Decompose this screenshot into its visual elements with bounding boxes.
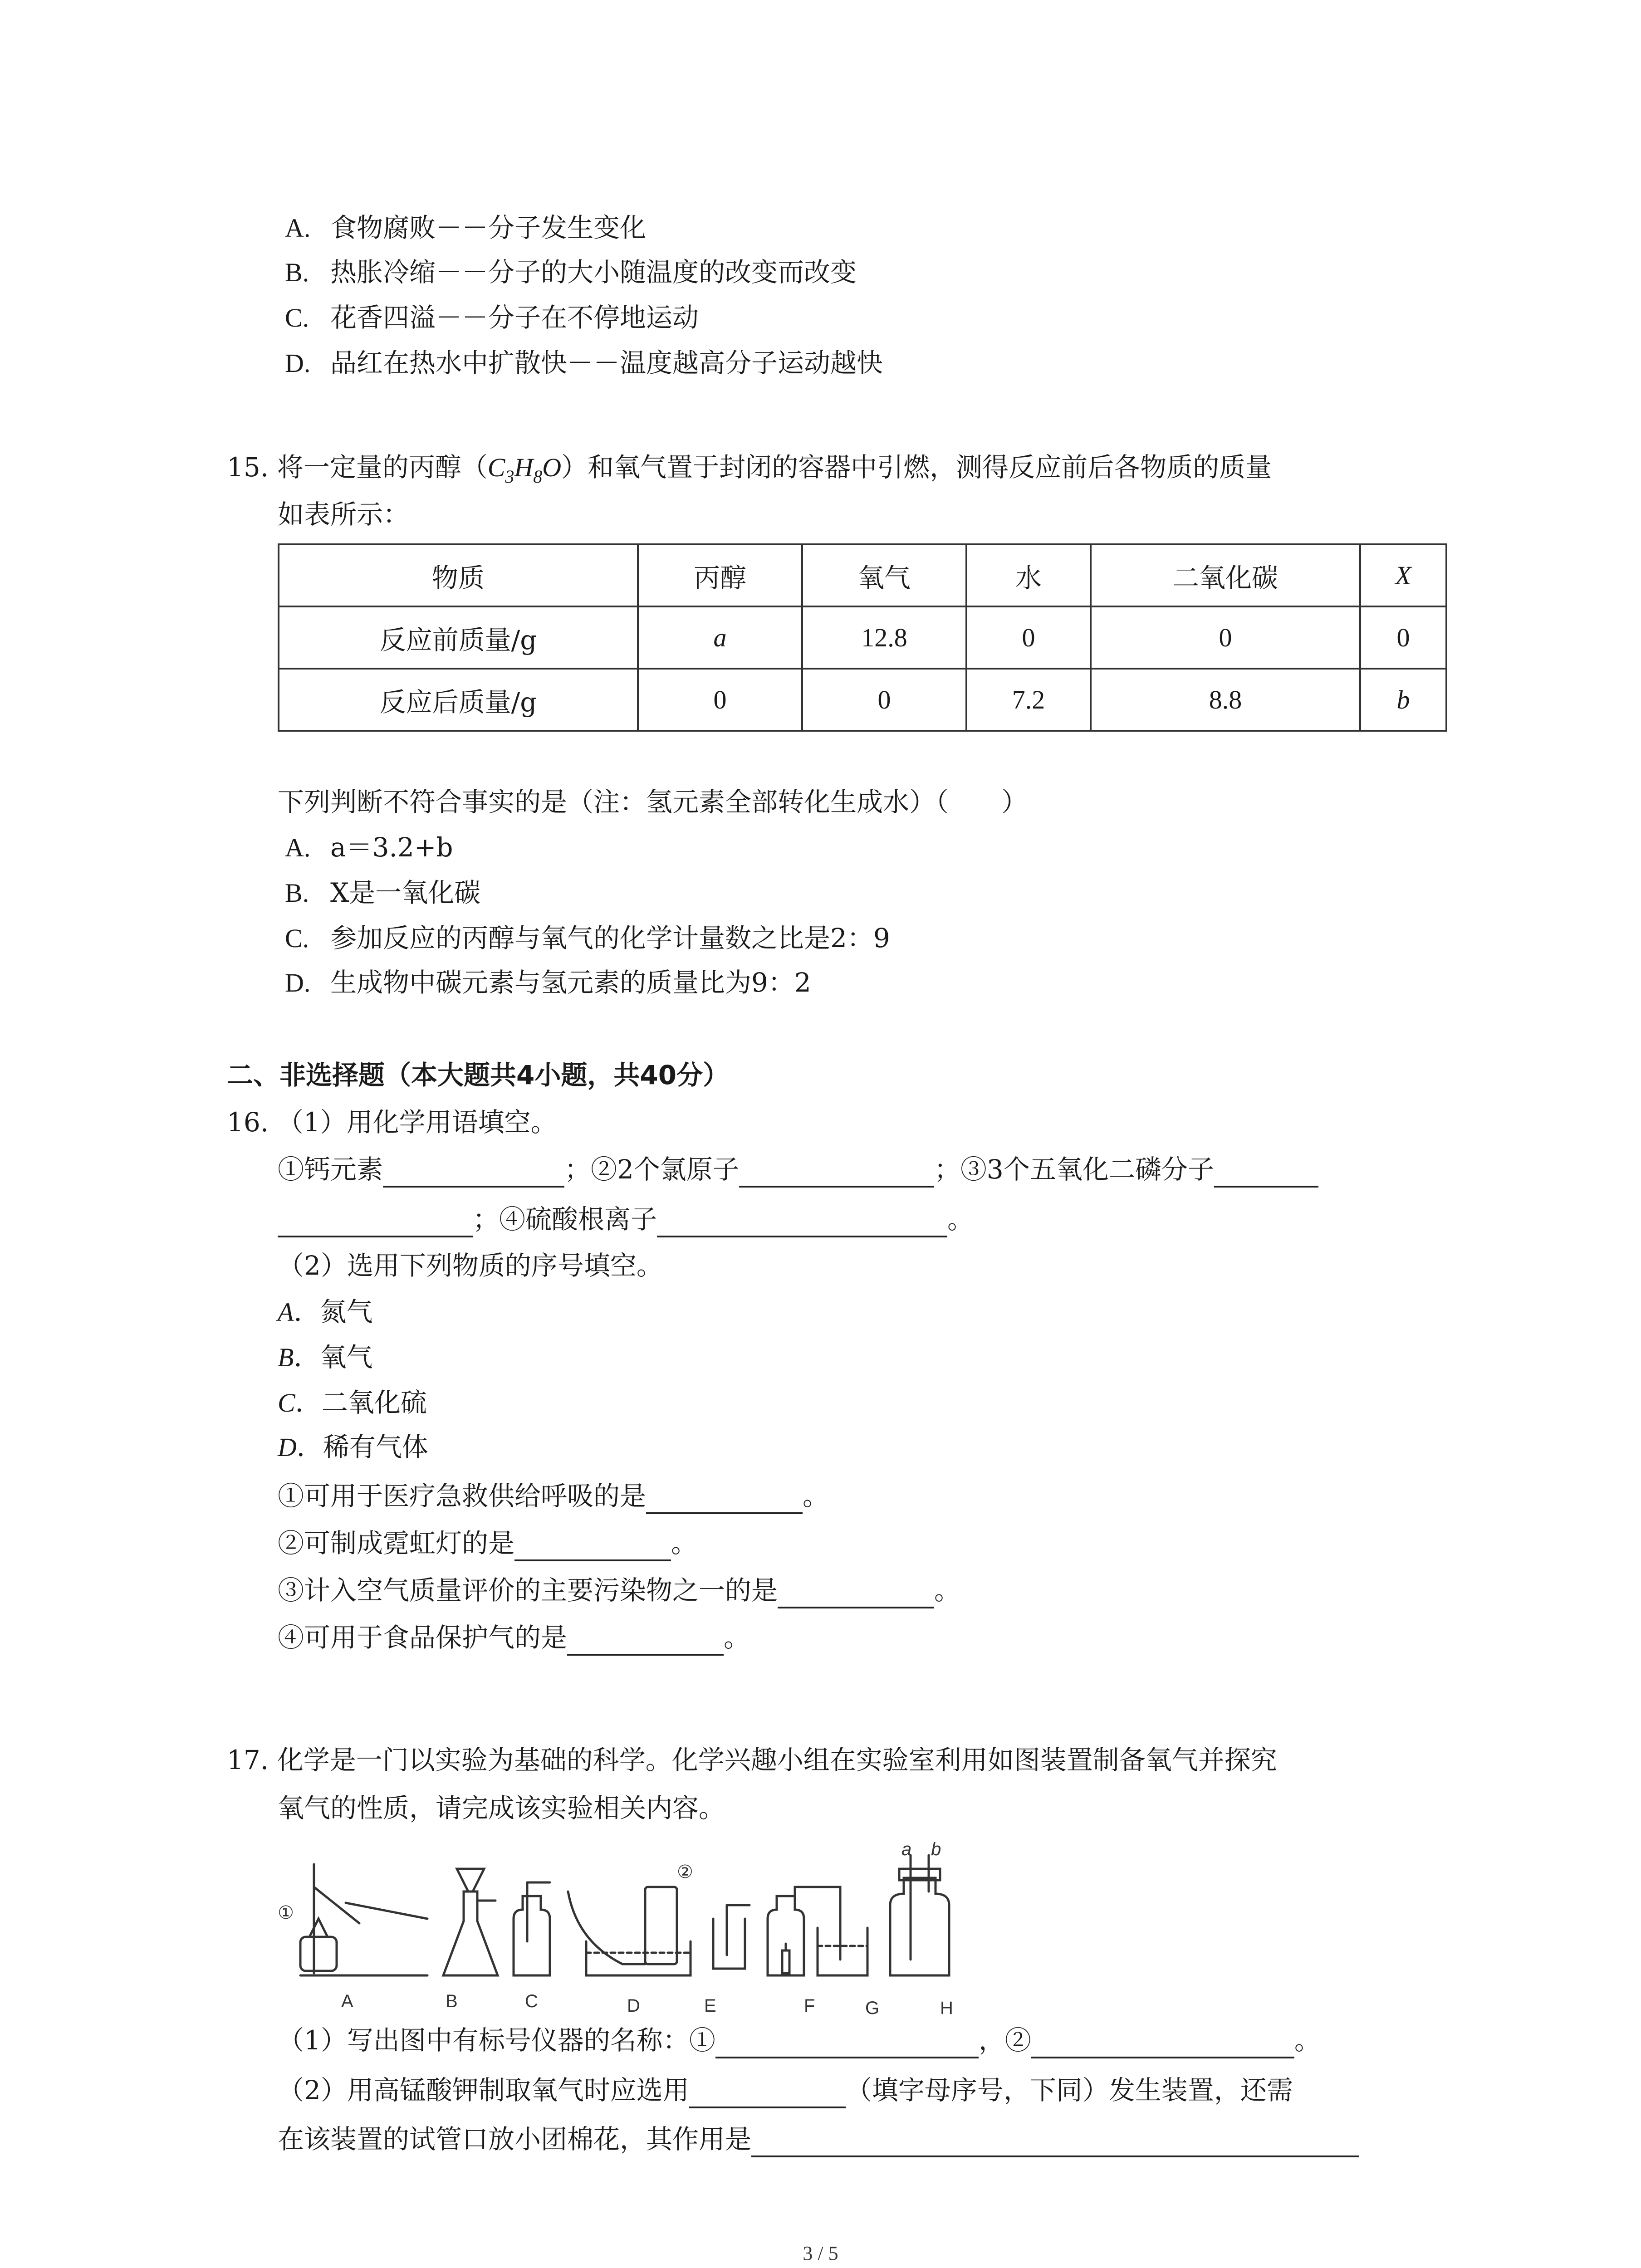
q16-fill-row1: ①钙元素 ；②2个氯原子 ；③3个五氧化二磷分子 (278, 1151, 1318, 1188)
answer-blank[interactable] (715, 2028, 979, 2058)
mass-table (278, 543, 1447, 732)
answer-blank[interactable] (1031, 2028, 1294, 2058)
q16-part1-title: 16. （1）用化学用语填空。 (227, 1107, 557, 1138)
q15-option-c: C. 参加反应的丙醇与氧气的化学计量数之比是2：9 (285, 923, 890, 953)
q15-question: 下列判断不符合事实的是（注：氢元素全部转化生成水）（ ） (278, 787, 1028, 817)
q14-option-a: A. 食物腐败－－分子发生变化 (285, 212, 647, 243)
q15-option-d: D. 生成物中碳元素与氢元素的质量比为9：2 (285, 967, 811, 998)
answer-blank[interactable] (778, 1579, 934, 1608)
q16-choice-b: B．氧气 (278, 1342, 373, 1373)
answer-blank[interactable] (689, 2078, 846, 2108)
q15-stem-line2: 如表所示： (278, 499, 410, 530)
q17-sub1: （1）写出图中有标号仪器的名称：① ，② 。 (278, 2022, 1321, 2058)
q16-use-4: ④可用于食品保护气的是 。 (278, 1619, 750, 1656)
answer-blank[interactable] (646, 1484, 803, 1514)
answer-blank[interactable] (514, 1531, 671, 1561)
answer-blank[interactable] (567, 1626, 724, 1656)
answer-blank[interactable] (278, 1207, 473, 1237)
q15-number: 15. (227, 452, 269, 483)
q15-option-b: B. X是一氧化碳 (285, 877, 481, 908)
q17-sub2: （2）用高锰酸钾制取氧气时应选用 （填字母序号，下同）发生装置，还需 (278, 2072, 1293, 2108)
label-a: a (901, 1839, 912, 1859)
label-E: E (704, 1996, 716, 2016)
q16-choice-c: C．二氧化硫 (278, 1387, 427, 1418)
label-circle-1: ① (278, 1903, 294, 1923)
q16-use-1: ①可用于医疗急救供给呼吸的是 。 (278, 1478, 829, 1514)
q16-use-3: ③计入空气质量评价的主要污染物之一的是 。 (278, 1572, 960, 1608)
label-A: A (341, 1991, 353, 2011)
label-B: B (446, 1991, 458, 2011)
table-row: 反应前质量/g a 12.8 0 0 0 (279, 606, 1446, 669)
q16-part2-title: （2）选用下列物质的序号填空。 (278, 1250, 663, 1281)
page-number: 3 / 5 (803, 2242, 838, 2264)
propanol-formula: $C_3H_8O$ (487, 453, 562, 487)
label-F: F (804, 1996, 815, 2016)
q16-choice-a: A．氮气 (278, 1296, 373, 1327)
q16-fill-row2: ；④硫酸根离子 。 (278, 1201, 974, 1237)
answer-blank[interactable] (657, 1207, 947, 1237)
label-circle-2: ② (677, 1862, 693, 1882)
answer-blank[interactable] (739, 1158, 934, 1188)
q15-option-a: A. a＝3.2+b (285, 832, 453, 863)
q17-number: 17. (227, 1745, 269, 1775)
q14-option-d: D. 品红在热水中扩散快－－温度越高分子运动越快 (285, 347, 883, 378)
q16-choice-d: D．稀有气体 (278, 1432, 428, 1462)
q15-stem: 15. 将一定量的丙醇$(C_3H_8O)$和氧气置于封闭的容器中引燃，测得反应前后各物质的质量 (227, 452, 1272, 487)
label-C: C (525, 1991, 538, 2011)
q16-use-2: ②可制成霓虹灯的是 。 (278, 1525, 697, 1561)
answer-blank[interactable] (383, 1158, 564, 1188)
q16-number: 16. (227, 1107, 269, 1138)
table-row: 反应后质量/g 0 0 7.2 8.8 b (279, 669, 1446, 731)
answer-blank[interactable] (1214, 1158, 1318, 1188)
q17-stem-line2: 氧气的性质，请完成该实验相关内容。 (278, 1793, 725, 1823)
label-D: D (627, 1996, 640, 2016)
table-row: 物质 丙醇 氧气 水 二氧化碳 X (279, 544, 1446, 606)
label-b: b (931, 1839, 941, 1859)
q14-option-b: B. 热胀冷缩－－分子的大小随温度的改变而改变 (285, 257, 857, 288)
lab-apparatus-figure (278, 1839, 1076, 2019)
answer-blank[interactable] (751, 2127, 1359, 2157)
q14-option-c: C. 花香四溢－－分子在不停地运动 (285, 302, 699, 333)
q17-stem: 17. 化学是一门以实验为基础的科学。化学兴趣小组在实验室利用如图装置制备氧气并探究 (227, 1745, 1277, 1775)
label-H: H (940, 1998, 953, 2018)
section-title: 二、非选择题（本大题共4小题，共40分） (227, 1060, 730, 1090)
label-G: G (865, 1998, 880, 2018)
q17-sub2-line2: 在该装置的试管口放小团棉花，其作用是 (278, 2121, 1359, 2157)
